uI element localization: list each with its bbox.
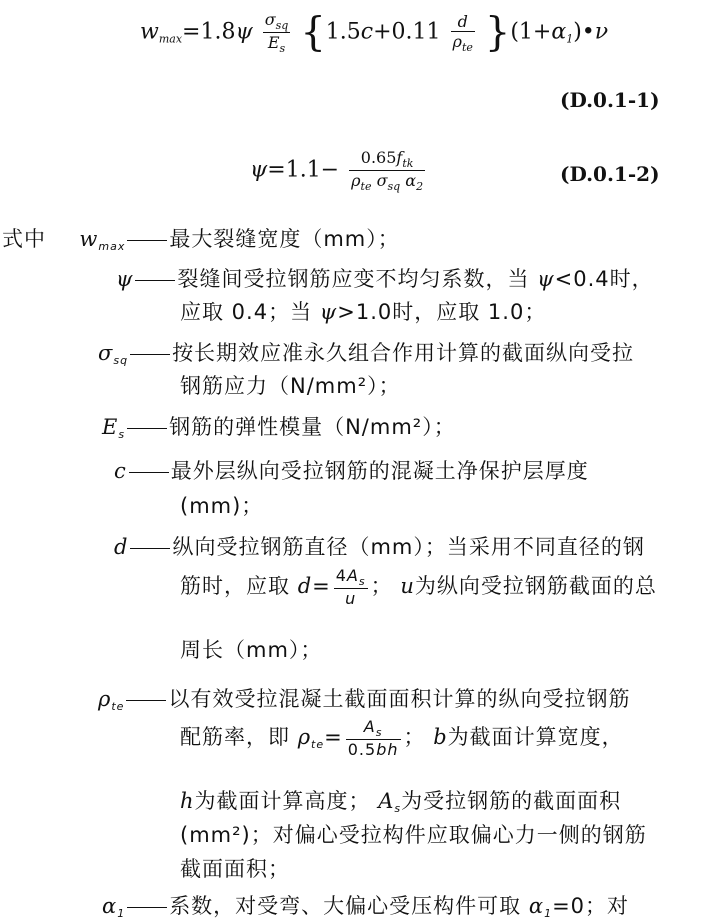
- def-rho-cont-2: h为截面计算高度； $A_s$为受拉钢筋的截面面积: [180, 789, 622, 815]
- def-rho-cont-3: (mm²)；对偏心受拉构件应取偏心力一侧的钢筋: [180, 823, 647, 847]
- def-c: c 最外层纵向受拉钢筋的混凝土净保护层厚度: [114, 459, 589, 483]
- def-wmax: 式中 $w_{max}$ 最大裂缝宽度（mm）；: [2, 227, 400, 253]
- def-psi-cont: 应取 0.4；当 ψ>1.0时，应取 1.0；: [180, 300, 547, 324]
- def-rho: $\rho_{te}$ 以有效受拉混凝土截面面积计算的纵向受拉钢筋: [98, 687, 631, 713]
- def-alpha: $\alpha_1$ 系数，对受弯、大偏心受压构件可取 $\alpha_1=0$；对: [102, 894, 630, 920]
- def-d: d 纵向受拉钢筋直径（mm）；当采用不同直径的钢: [114, 535, 645, 559]
- def-es: $E_s$ 钢筋的弹性模量（N/mm²）；: [102, 415, 456, 441]
- def-d-cont-2: 周长（mm）；: [180, 638, 323, 662]
- equation-psi: ψ=1.1− $\frac{0.65f_{tk}}{\rho_{te} \sigma_{sq} \alpha_2}$: [250, 148, 424, 193]
- def-c-cont: (mm)；: [180, 494, 264, 518]
- equation-wmax: $w_{max}=1.8\psi$ $\frac{\sigma_{sq}}{E_s}$ {1.5c+0.11 $\frac{d}{\rho_{te}}$ }$(1+\alpha_1)•\nu$: [140, 9, 609, 56]
- def-sigma-cont: 钢筋应力（N/mm²）；: [180, 374, 401, 398]
- equation-number-2: (D.0.1-2): [560, 162, 660, 186]
- equation-number-1: (D.0.1-1): [560, 88, 660, 112]
- def-rho-cont: 配筋率，即 $\rho_{te}=$ $\frac{A_s}{0.5bh}$ ； b为截面计算宽度，: [180, 717, 624, 759]
- def-d-cont: 筋时，应取 d= $\frac{4A_s}{u}$ ； u为纵向受拉钢筋截面的总: [180, 566, 657, 608]
- def-psi: ψ 裂缝间受拉钢筋应变不均匀系数，当 ψ<0.4时，: [116, 267, 654, 291]
- def-rho-cont-4: 截面面积；: [180, 857, 290, 881]
- formula-intro-label: 式中: [2, 227, 46, 251]
- def-sigma: $\sigma_{sq}$ 按长期效应准永久组合作用计算的截面纵向受拉: [98, 341, 635, 367]
